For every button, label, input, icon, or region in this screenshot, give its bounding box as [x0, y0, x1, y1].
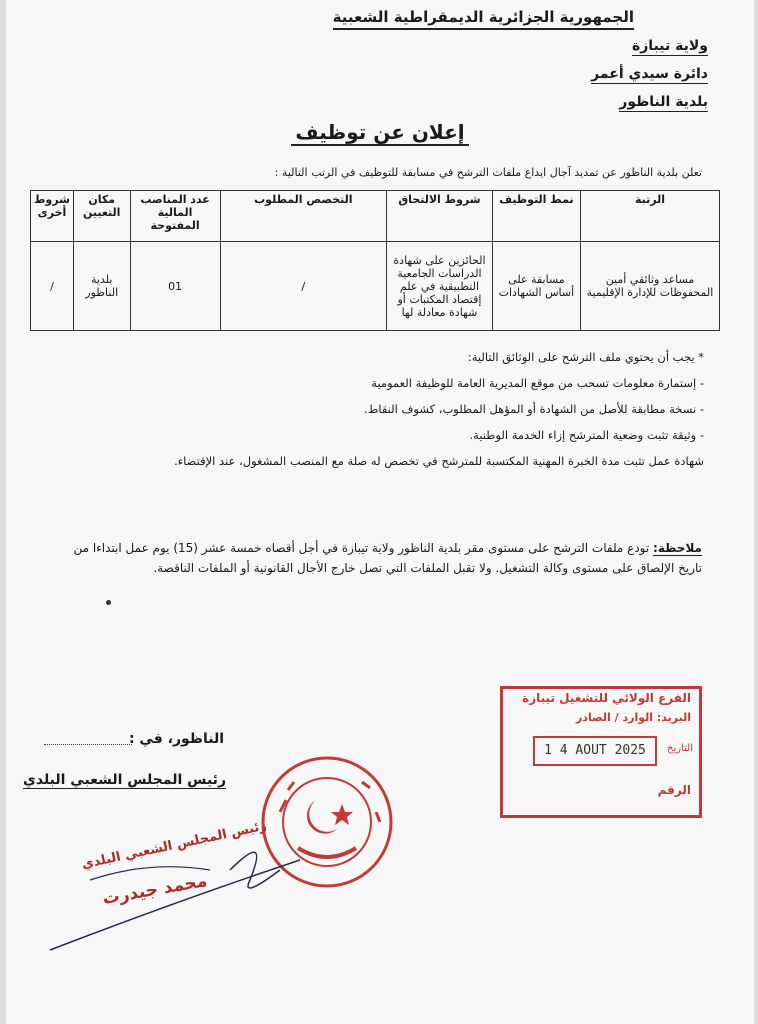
- mail-received-stamp: [500, 686, 702, 818]
- intro-text: تعلن بلدية الناظور عن تمديد آجال ايداع ملفات الترشح في مسابقة للتوظيف في الرتب التالية :: [274, 166, 702, 179]
- wilaya-line: ولاية تيبازة: [631, 38, 708, 54]
- cell-other: /: [31, 242, 74, 331]
- cell-conditions: الحائزين على شهادة الدراسات الجامعية التطبيقية في علم إقتصاد المكتبات أو شهادة معادلة لها: [387, 242, 493, 331]
- signatory-title: رئيس المجلس الشعبي البلدي: [23, 772, 226, 788]
- list-item: - وثيقة تثبت وضعية المترشح إزاء الخدمة الوطنية.: [469, 428, 704, 442]
- note-label: ملاحظة:: [653, 541, 702, 555]
- table-row: [31, 242, 720, 331]
- col-recruitment-mode: نمط التوظيف: [492, 191, 580, 242]
- positions-table: [30, 190, 720, 331]
- col-conditions: شروط الالتحاق: [387, 191, 493, 242]
- stamp-date-label: التاريخ: [667, 743, 693, 754]
- note-text: تودع ملفات الترشح على مستوى مقر بلدية الناظور ولاية تيبازة في أجل أقصاه خمسة عشر (15) يوم عمل ابتداءا من تاريخ الإلصاق على مستوى وكالة التشغيل. ولا تقبل الملفات التي تصل خارج الأجال القانونية أو الملفات الناقصة.: [73, 541, 702, 575]
- table-header-row: [31, 191, 720, 242]
- announcement-title: إعلان عن توظيف: [6, 120, 754, 144]
- document-page: [6, 0, 754, 1024]
- list-item: - إستمارة معلومات تسحب من موقع المديرية العامة للوظيفة العمومية: [371, 376, 704, 390]
- place-date-label: الناظور، في :: [128, 731, 224, 747]
- date-blank-line: [44, 744, 132, 745]
- required-documents: [174, 344, 704, 474]
- daira-line: دائرة سيدي أعمر: [591, 66, 708, 82]
- documents-intro: * يجب أن يحتوي ملف الترشح على الوثائق التالية:: [467, 350, 704, 364]
- col-specialty: التخصص المطلوب: [220, 191, 386, 242]
- col-positions-count: عدد المناصب المالية المفتوحة: [130, 191, 220, 242]
- cell-location: بلدية الناظور: [73, 242, 130, 331]
- signature-name: محمد جيدرت: [101, 870, 209, 910]
- baladiya-line: بلدية الناظور: [619, 94, 708, 110]
- stamp-number-label: الرقم: [657, 783, 691, 797]
- col-other: شروط أخرى: [31, 191, 74, 242]
- col-location: مكان التعيين: [73, 191, 130, 242]
- note-paragraph: [52, 538, 702, 578]
- cell-rank: مساعد وثائقي أمين المحفوظات للإدارة الإقليمية: [580, 242, 719, 331]
- signature-title: رئيس المجلس الشعبي البلدي: [80, 818, 268, 873]
- col-rank: الرتبة: [580, 191, 719, 242]
- republic-header: الجمهورية الجزائرية الديمقراطية الشعبية: [333, 8, 634, 30]
- stamp-office: الفرع الولائي للتشغيل تيبازة: [522, 691, 691, 705]
- list-item: - نسخة مطابقة للأصل من الشهادة أو المؤهل المطلوب، كشوف النقاط.: [364, 402, 704, 416]
- stamp-date: 1 4 AOUT 2025: [533, 736, 657, 766]
- stamp-mail: البريد: الوارد / الصادر: [575, 711, 691, 724]
- list-item: شهادة عمل تثبت مدة الخبرة المهنية المكتسبة للمترشح في تخصص له صلة مع المنصب المشغول، عند الإقتضاء.: [174, 454, 704, 468]
- bullet-dot: [106, 600, 111, 605]
- handwritten-signature: [30, 820, 320, 960]
- cell-positions-count: 01: [130, 242, 220, 331]
- cell-recruitment-mode: مسابقة على أساس الشهادات: [492, 242, 580, 331]
- cell-specialty: /: [220, 242, 386, 331]
